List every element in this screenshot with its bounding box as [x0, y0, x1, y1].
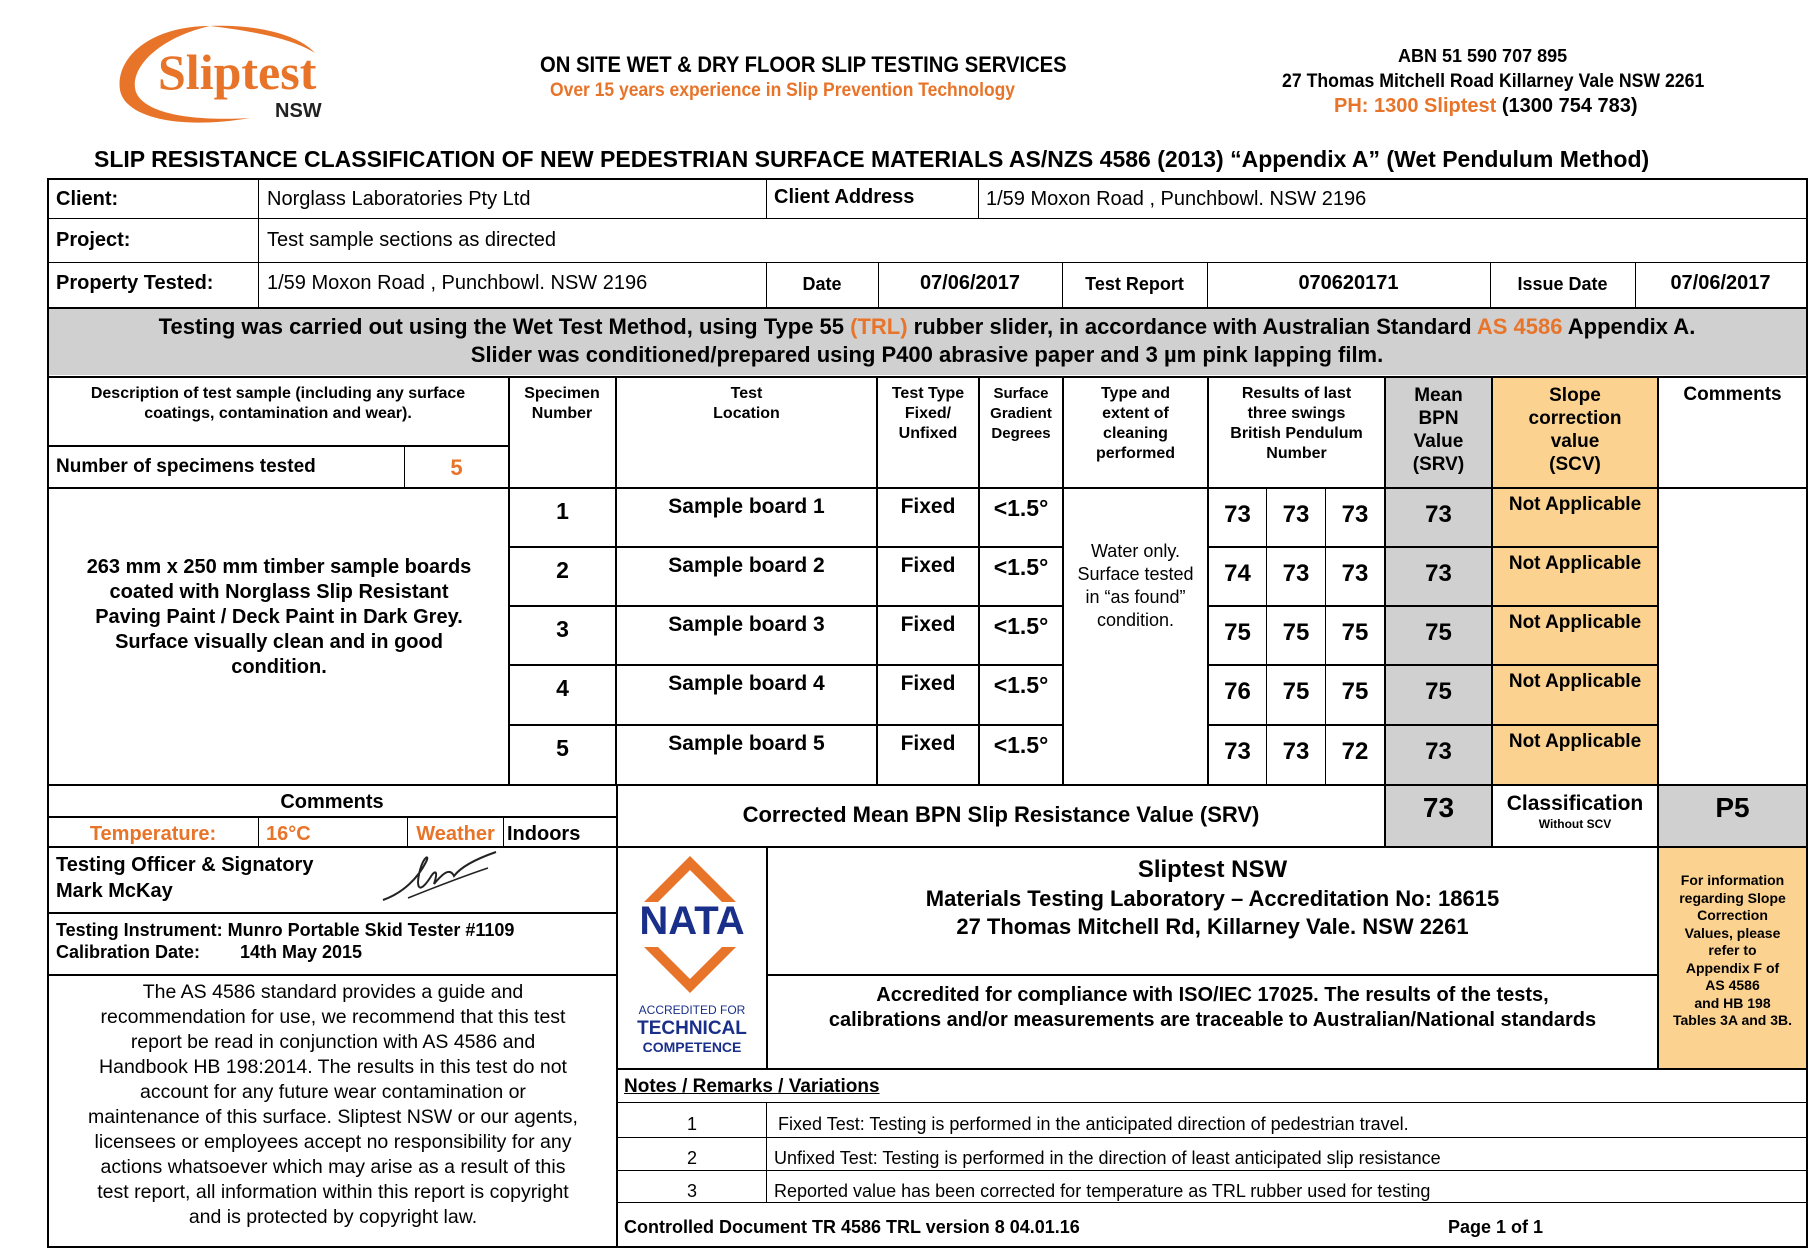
signature-icon	[378, 848, 503, 908]
logo-sub: NSW	[275, 100, 322, 122]
disclaimer-l2: recommendation for use, we recommend that this test	[100, 1006, 566, 1028]
report-label: Test Report	[1085, 274, 1184, 294]
slope-info-l1: For information	[1680, 872, 1785, 888]
swing-1: 74	[1224, 560, 1251, 587]
nata-word: NATA	[639, 899, 745, 943]
test-location: Sample board 4	[668, 672, 825, 695]
test-type: Fixed	[900, 613, 956, 636]
sample-desc-l1: 263 mm x 250 mm timber sample boards	[86, 556, 472, 578]
disclaimer-l3: report be read in conjunction with AS 4586 and	[130, 1031, 536, 1053]
slope-correction: Not Applicable	[1508, 671, 1642, 692]
company-address: 27 Thomas Mitchell Road Killarney Vale NSW 2261	[1282, 71, 1705, 92]
swing-2: 73	[1282, 560, 1310, 587]
swing-3: 72	[1341, 738, 1369, 765]
sample-desc-l2: coated with Norglass Slip Resistant	[109, 581, 449, 603]
specimen-number: 3	[556, 616, 569, 642]
calibration-value: 14th May 2015	[240, 942, 363, 962]
col-mean-l1: Mean	[1414, 385, 1463, 406]
col-location-l2: Location	[713, 405, 780, 422]
client-address-value: 1/59 Moxon Road , Punchbowl. NSW 2196	[986, 188, 1367, 210]
specimens-count-value: 5	[450, 455, 463, 480]
slope-correction: Not Applicable	[1508, 612, 1642, 633]
project-label: Project:	[56, 229, 131, 251]
comments-label: Comments	[280, 791, 384, 813]
swing-2: 73	[1282, 738, 1310, 765]
disclaimer	[50, 980, 616, 1230]
client-value: Norglass Laboratories Pty Ltd	[267, 188, 531, 210]
swing-1: 75	[1224, 619, 1251, 646]
specimen-number: 1	[556, 498, 569, 524]
disclaimer-l6: maintenance of this surface. Sliptest NSW or our agents,	[88, 1106, 578, 1128]
col-gradient-l3: Degrees	[991, 425, 1051, 442]
footer-page: Page 1 of 1	[1448, 1217, 1544, 1237]
lab-line2: Materials Testing Laboratory – Accreditation No: 18615	[925, 886, 1500, 911]
col-specimen-l1: Specimen	[524, 385, 600, 402]
notes-title: Notes / Remarks / Variations	[624, 1076, 880, 1097]
method-text-trl: (TRL)	[850, 314, 908, 339]
method-line1	[48, 314, 1806, 339]
col-results-l4: Number	[1266, 445, 1327, 462]
weather-value: Indoors	[507, 823, 581, 845]
temperature-label: Temperature:	[89, 823, 217, 845]
swing-2: 73	[1282, 501, 1310, 528]
project-value: Test sample sections as directed	[267, 229, 557, 251]
slope-info-l4: Values, please	[1684, 924, 1781, 941]
lab-name: Sliptest NSW	[1137, 856, 1288, 883]
swing-3: 75	[1341, 619, 1369, 646]
instrument: Testing Instrument: Munro Portable Skid Tester #1109	[56, 920, 515, 940]
surface-gradient: <1.5°	[993, 495, 1049, 521]
test-location: Sample board 2	[668, 554, 825, 577]
method-text-a: Testing was carried out using the Wet Test Method, using Type 55	[158, 314, 851, 339]
sample-desc-l4: Surface visually clean and in good	[115, 631, 443, 653]
swing-2: 75	[1282, 678, 1310, 705]
col-specimen-l2: Number	[531, 405, 593, 422]
sample-desc-l3: Paving Paint / Deck Paint in Dark Grey.	[95, 606, 463, 628]
slope-info-l5: refer to	[1708, 942, 1757, 958]
cleaning-l2: Surface tested	[1077, 564, 1194, 584]
col-results	[1209, 384, 1384, 464]
phone-label: PH: 1300 Sliptest	[1334, 95, 1497, 117]
swing-3: 75	[1341, 678, 1369, 705]
service-line2: Over 15 years experience in Slip Prevention Technology	[550, 80, 1016, 101]
slope-correction: Not Applicable	[1508, 494, 1642, 515]
col-gradient	[980, 384, 1062, 444]
slope-info-l6: Appendix F of	[1685, 959, 1780, 976]
col-cleaning	[1064, 384, 1207, 464]
phone-line	[1334, 95, 1638, 118]
col-mean-l2: BPN	[1418, 408, 1459, 429]
issue-label: Issue Date	[1517, 274, 1608, 294]
method-text-as4586: AS 4586	[1476, 314, 1563, 339]
nata-acc3: COMPETENCE	[642, 1039, 742, 1055]
col-slope-l3: value	[1550, 431, 1600, 452]
note-2-num: 2	[686, 1148, 697, 1168]
col-results-l1: Results of last	[1241, 385, 1352, 402]
col-mean-l4: (SRV)	[1412, 454, 1465, 475]
test-location: Sample board 3	[668, 613, 825, 636]
note-3-num: 3	[686, 1181, 697, 1201]
abn: ABN 51 590 707 895	[1398, 46, 1568, 66]
disclaimer-l1: The AS 4586 standard provides a guide and	[142, 981, 524, 1003]
disclaimer-l8: actions whatsoever which may arise as a result of this	[100, 1156, 566, 1178]
swing-1: 73	[1224, 501, 1251, 528]
col-location	[617, 384, 876, 424]
col-mean-l3: Value	[1413, 431, 1464, 452]
col-results-l2: three swings	[1247, 405, 1346, 422]
test-type: Fixed	[900, 495, 956, 518]
col-test-type-l2: Fixed/	[904, 405, 952, 422]
mean-bpn: 73	[1425, 560, 1452, 587]
col-slope-l4: (SCV)	[1549, 454, 1601, 475]
swing-1: 76	[1224, 678, 1251, 705]
classification-value: P5	[1715, 792, 1750, 823]
cleaning-l1: Water only.	[1090, 541, 1181, 561]
swing-3: 73	[1341, 501, 1369, 528]
disclaimer-l10: and is protected by copyright law.	[188, 1206, 478, 1228]
test-type: Fixed	[900, 732, 956, 755]
sample-desc-l5: condition.	[231, 656, 327, 678]
col-specimen	[510, 384, 614, 424]
surface-gradient: <1.5°	[993, 732, 1049, 758]
logo-brand: Sliptest	[158, 44, 317, 100]
test-location: Sample board 1	[668, 495, 825, 518]
surface-gradient: <1.5°	[993, 613, 1049, 639]
disclaimer-l4: Handbook HB 198:2014. The results in this test do not	[99, 1056, 567, 1078]
footer-doc: Controlled Document TR 4586 TRL version 8 04.01.16	[624, 1217, 1080, 1237]
disclaimer-l5: account for any future wear contamination or	[140, 1081, 526, 1103]
slope-correction: Not Applicable	[1508, 731, 1642, 752]
col-mean	[1386, 384, 1491, 476]
issue-value: 07/06/2017	[1670, 272, 1771, 294]
surface-gradient: <1.5°	[993, 672, 1049, 698]
col-gradient-l1: Surface	[993, 385, 1049, 402]
temperature-value: 16°C	[266, 823, 311, 845]
calibration-label: Calibration Date:	[56, 942, 201, 962]
property-value: 1/59 Moxon Road , Punchbowl. NSW 2196	[267, 272, 648, 294]
swing-1: 73	[1224, 738, 1251, 765]
col-test-type-l1: Test Type	[891, 385, 965, 402]
col-comments: Comments	[1683, 384, 1782, 405]
property-label: Property Tested:	[56, 272, 214, 294]
col-slope-l2: correction	[1528, 408, 1622, 429]
cleaning-l4: condition.	[1096, 610, 1175, 630]
note-2-text: Unfixed Test: Testing is performed in the direction of least anticipated slip resistance	[774, 1148, 1441, 1168]
col-slope-l1: Slope	[1549, 385, 1601, 406]
method-text-c: rubber slider, in accordance with Australian Standard	[907, 314, 1477, 339]
disclaimer-l9: test report, all information within this report is copyright	[97, 1181, 569, 1203]
corrected-label: Corrected Mean BPN Slip Resistance Value (SRV)	[742, 802, 1260, 827]
slope-info-l8: and HB 198	[1694, 994, 1771, 1011]
compliance-line1: Accredited for compliance with ISO/IEC 17025. The results of the tests,	[876, 984, 1549, 1006]
test-type: Fixed	[900, 554, 956, 577]
swing-2: 75	[1282, 619, 1310, 646]
corrected-value: 73	[1422, 792, 1455, 823]
nata-chevron-icon	[644, 852, 736, 904]
slope-info-l7: AS 4586	[1705, 977, 1760, 993]
date-value: 07/06/2017	[919, 272, 1021, 294]
client-label: Client:	[56, 188, 119, 210]
cleaning-text	[1064, 540, 1207, 632]
sample-description	[50, 555, 508, 680]
note-1-text: Fixed Test: Testing is performed in the anticipated direction of pedestrian travel.	[778, 1114, 1409, 1134]
page-title: SLIP RESISTANCE CLASSIFICATION OF NEW PEDESTRIAN SURFACE MATERIALS AS/NZS 4586 (2013) “Appendix A” (Wet Pendulum Method)	[94, 146, 1650, 172]
slope-info-l9: Tables 3A and 3B.	[1672, 1012, 1793, 1028]
mean-bpn: 73	[1425, 738, 1452, 765]
lab-line3: 27 Thomas Mitchell Rd, Killarney Vale. NSW 2261	[956, 914, 1469, 939]
col-test-type-l3: Unfixed	[898, 425, 958, 442]
col-cleaning-l2: extent of	[1102, 405, 1169, 422]
col-location-l1: Test	[730, 385, 763, 402]
officer-label: Testing Officer & Signatory	[56, 854, 314, 876]
mean-bpn: 75	[1425, 678, 1452, 705]
nata-acc2: TECHNICAL	[637, 1018, 747, 1039]
slope-info-l3: Correction	[1697, 907, 1768, 923]
service-line1: ON SITE WET & DRY FLOOR SLIP TESTING SERVICES	[540, 52, 1067, 77]
col-description: Description of test sample (including any surface coatings, contamination and wear).	[90, 385, 466, 422]
test-location: Sample board 5	[668, 732, 825, 755]
specimen-number: 5	[556, 735, 569, 761]
test-type: Fixed	[900, 672, 956, 695]
col-cleaning-l4: performed	[1095, 445, 1176, 462]
classification-sub: Without SCV	[1538, 817, 1612, 831]
col-results-l3: British Pendulum	[1230, 425, 1363, 442]
slope-correction: Not Applicable	[1508, 553, 1642, 574]
col-slope	[1493, 384, 1657, 476]
slope-info-l2: regarding Slope	[1679, 889, 1786, 906]
mean-bpn: 73	[1425, 501, 1452, 528]
specimen-number: 2	[556, 557, 569, 583]
method-line2: Slider was conditioned/prepared using P400 abrasive paper and 3 µm pink lapping film.	[470, 342, 1384, 367]
col-cleaning-l3: cleaning	[1103, 425, 1168, 442]
slope-info	[1659, 872, 1806, 1030]
specimen-number: 4	[556, 675, 569, 701]
logo	[110, 18, 325, 130]
weather-label: Weather	[416, 823, 495, 845]
nata-acc1: ACCREDITED FOR	[638, 1003, 746, 1017]
note-3-text: Reported value has been corrected for temperature as TRL rubber used for testing	[774, 1181, 1431, 1201]
officer-name: Mark McKay	[56, 880, 173, 902]
nata-chevron-down-icon	[644, 945, 736, 997]
disclaimer-l7: licensees or employees accept no responsibility for any	[94, 1131, 572, 1153]
specimens-count-label: Number of specimens tested	[56, 456, 316, 477]
surface-gradient: <1.5°	[993, 554, 1049, 580]
mean-bpn: 75	[1425, 619, 1452, 646]
classification-label: Classification	[1506, 792, 1644, 815]
client-address-label: Client Address	[774, 186, 915, 208]
col-gradient-l2: Gradient	[990, 405, 1052, 422]
method-text-e: Appendix A.	[1562, 314, 1696, 339]
date-label: Date	[802, 274, 842, 294]
compliance-line2: calibrations and/or measurements are traceable to Australian/National standards	[828, 1009, 1597, 1031]
col-cleaning-l1: Type and	[1100, 385, 1171, 402]
swing-3: 73	[1341, 560, 1369, 587]
col-test-type	[878, 384, 978, 444]
report-value: 070620171	[1298, 272, 1399, 294]
cleaning-l3: in “as found”	[1085, 587, 1186, 607]
note-1-num: 1	[686, 1114, 697, 1134]
phone-number: (1300 754 783)	[1501, 95, 1638, 117]
